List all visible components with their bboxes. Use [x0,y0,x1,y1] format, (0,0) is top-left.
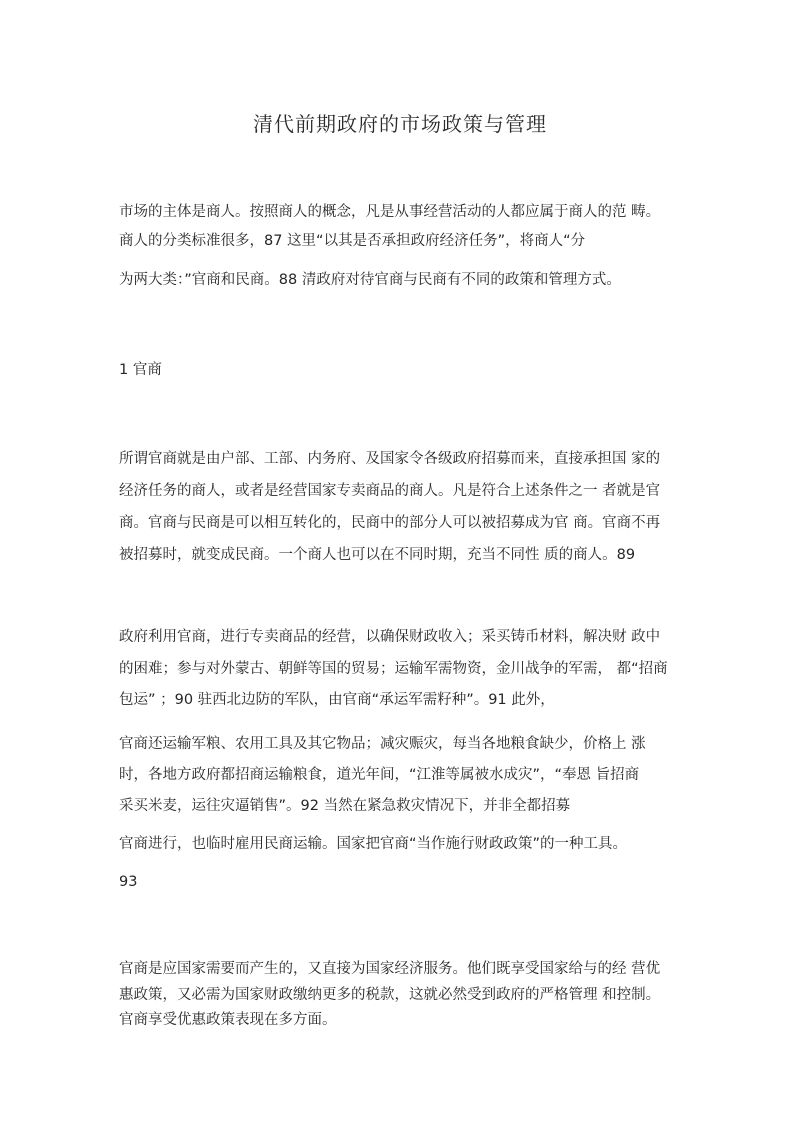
para4-line3: 官商享受优惠政策表现在多方面。 [119,1012,337,1028]
para3-line6: 采买米麦，运往灾逼销售”。92 当然在紧急救灾情况下，并非全都招募 [119,798,571,814]
para1-line1: 市场的主体是商人。按照商人的概念，凡是从事经营活动的人都应属于商人的范 畴。 [119,204,661,220]
para1-line2: 商人的分类标准很多，87 这里“以其是否承担政府经济任务”，将商人“分 [119,233,586,249]
para2-line2: 经济任务的商人，或者是经营国家专卖商品的商人。凡是符合上述条件之一 者就是官 [119,483,661,499]
para3-line1: 政府利用官商，进行专卖商品的经营，以确保财政收入；采买铸币材料，解决财 政中 [119,629,661,645]
para4-line1: 官商是应国家需要而产生的，又直接为国家经济服务。他们既享受国家给与的经 营优 [119,961,661,977]
para4-line2: 惠政策，又必需为国家财政缴纳更多的税款，这就必然受到政府的严格管理 和控制。 [119,987,661,1003]
para2-line4: 被招募时，就变成民商。一个商人也可以在不同时期，充当不同性 质的商人。89 [119,547,636,563]
para3-line5: 时，各地方政府都招商运输粮食，道光年间，“江淮等属被水成灾”，“奉恩 旨招商 [119,767,640,783]
para3-line4: 官商还运输军粮、农用工具及其它物品；减灾赈灾，每当各地粮食缺少，价格上 涨 [119,736,646,752]
para2-line1: 所谓官商就是由户部、工部、内务府、及国家令各级政府招募而来，直接承担国 家的 [119,451,661,467]
para3-line2: 的困难；参与对外蒙古、朝鲜等国的贸易；运输军需物资，金川战争的军需， 都“招商 [119,661,668,677]
para3-line7: 官商进行，也临时雇用民商运输。国家把官商“当作施行财政政策”的一种工具。 [119,836,628,852]
para1-line3: 为两大类：”官商和民商。88 清政府对待官商与民商有不同的政策和管理方式。 [119,272,621,288]
section-heading: 1 官商 [119,362,162,378]
para2-line3: 商。官商与民商是可以相互转化的，民商中的部分人可以被招募成为官 商。官商不再 [119,515,661,531]
page-title: 清代前期政府的市场政策与管理 [253,112,547,136]
para3-line3: 包运” ；90 驻西北边防的军队，由官商“承运军需籽种”。91 此外， [119,692,555,708]
footnote-93: 93 [119,874,138,890]
